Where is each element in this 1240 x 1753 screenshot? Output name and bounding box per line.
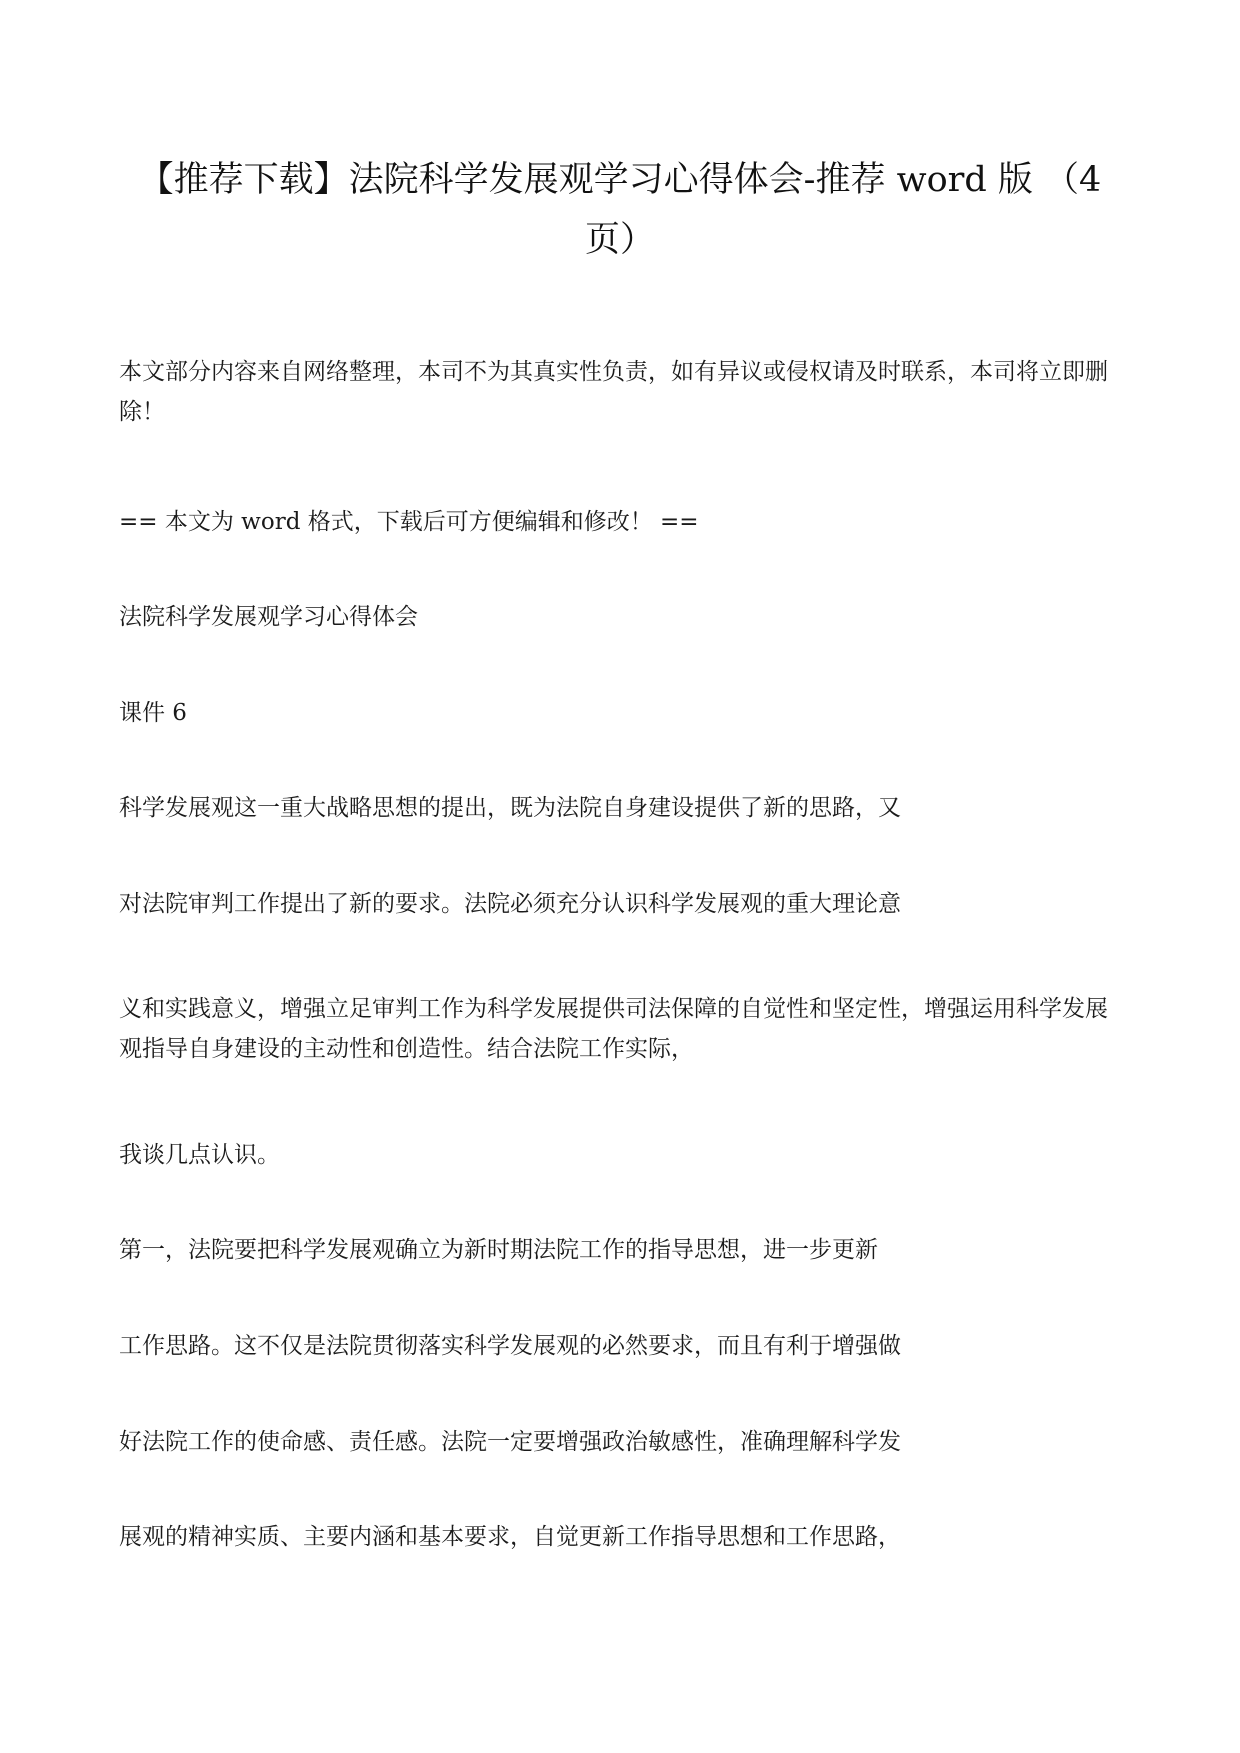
document-title: 【推荐下载】法院科学发展观学习心得体会-推荐 word 版 （4 页） <box>138 160 1102 260</box>
body-line: 义和实践意义，增强立足审判工作为科学发展提供司法保障的自觉性和坚定性，增强运用科学发展观指导自身建设的主动性和创造性。结合法院工作实际， <box>119 996 1108 1062</box>
body-line: 好法院工作的使命感、责任感。法院一定要增强政治敏感性，准确理解科学发 <box>119 1429 901 1455</box>
body-line: 第一，法院要把科学发展观确立为新时期法院工作的指导思想，进一步更新 <box>119 1237 878 1263</box>
body-line: 对法院审判工作提出了新的要求。法院必须充分认识科学发展观的重大理论意 <box>119 891 901 917</box>
course-label: 课件 6 <box>119 700 187 726</box>
disclaimer-paragraph: 本文部分内容来自网络整理，本司不为其真实性负责，如有异议或侵权请及时联系，本司将立即删除！ <box>119 359 1108 425</box>
format-note: == 本文为 word 格式，下载后可方便编辑和修改！ == <box>119 509 699 535</box>
section-heading: 法院科学发展观学习心得体会 <box>119 604 418 630</box>
body-line: 我谈几点认识。 <box>119 1142 280 1168</box>
body-line: 展观的精神实质、主要内涵和基本要求，自觉更新工作指导思想和工作思路， <box>119 1524 901 1550</box>
body-line: 工作思路。这不仅是法院贯彻落实科学发展观的必然要求，而且有利于增强做 <box>119 1333 901 1359</box>
body-line: 科学发展观这一重大战略思想的提出，既为法院自身建设提供了新的思路，又 <box>119 795 901 821</box>
